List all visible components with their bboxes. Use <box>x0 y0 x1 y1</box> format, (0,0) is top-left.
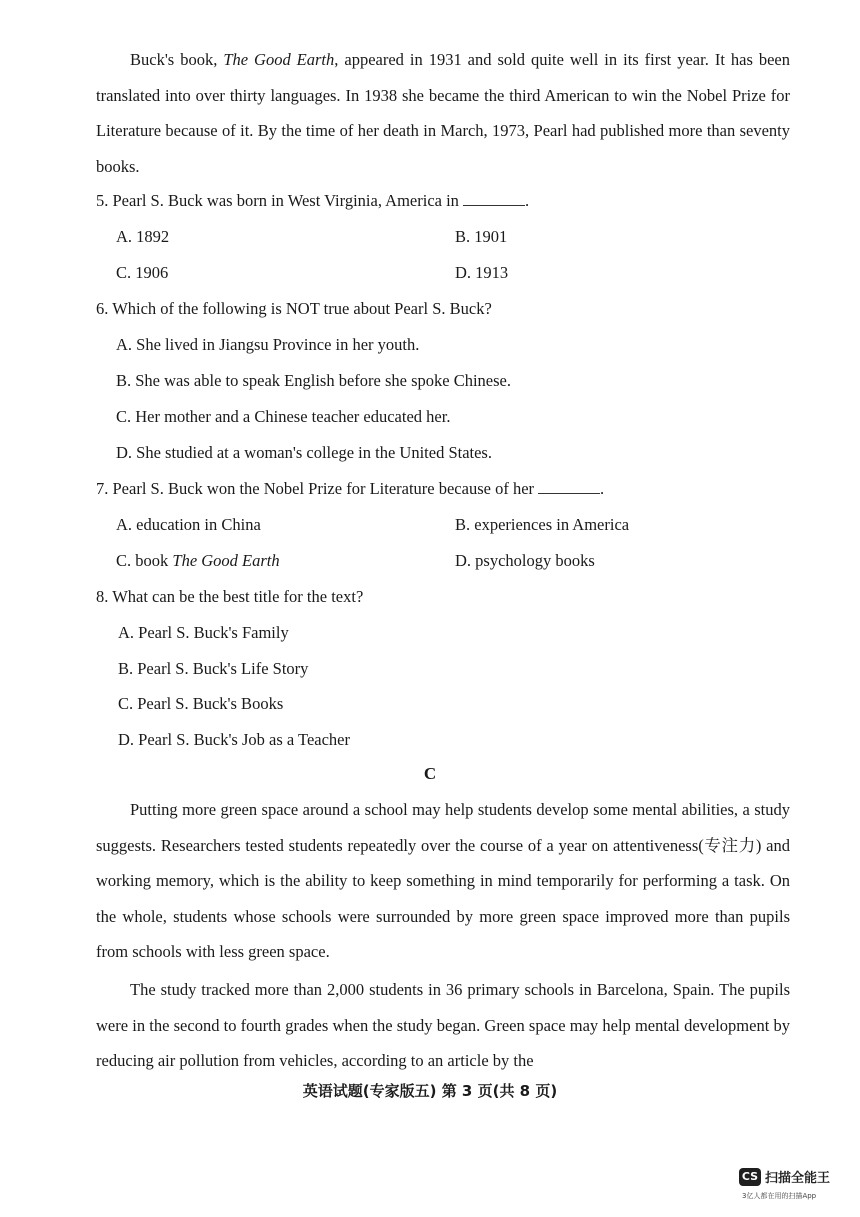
passage-c-paragraph-1: Putting more green space around a school may help students develop some mental abilities, a study suggests. Researchers tested students repeatedly over the course of a year on attentiveness(专注力) and working memory, which is the ability to keep something in mind temporarily for performing a task. On the whole, students whose schools were surrounded by more green space improved more than pupils from schools with less green space. <box>96 800 790 961</box>
answer-blank <box>538 479 600 494</box>
q8-option-d: D. Pearl S. Buck's Job as a Teacher <box>118 730 350 749</box>
camscanner-logo-icon: CS <box>739 1168 761 1186</box>
section-c-heading: C <box>423 764 437 783</box>
q5-option-a: A. 1892 <box>116 227 170 246</box>
q8-option-c: C. Pearl S. Buck's Books <box>118 694 284 713</box>
scanner-app-name: 扫描全能王 <box>765 1171 831 1186</box>
answer-blank <box>463 191 525 206</box>
scanner-tagline: 3亿人都在用的扫描App <box>742 1192 817 1200</box>
question-6-stem: 6. Which of the following is NOT true about Pearl S. Buck? <box>96 299 492 318</box>
q6-option-d: D. She studied at a woman's college in the United States. <box>116 443 492 462</box>
q6-option-a: A. She lived in Jiangsu Province in her youth. <box>116 335 420 354</box>
q6-option-b: B. She was able to speak English before she spoke Chinese. <box>116 371 512 390</box>
q8-option-a: A. Pearl S. Buck's Family <box>118 623 289 642</box>
q7-option-b: B. experiences in America <box>455 515 630 534</box>
book-title: The Good Earth <box>223 50 335 69</box>
q7-option-c: C. book The Good Earth <box>116 551 280 570</box>
passage-c-paragraph-2: The study tracked more than 2,000 students in 36 primary schools in Barcelona, Spain. The pupils were in the second to fourth grades when the study began. Green space may help mental development by reducing air pollution from vehicles, according to an article by the <box>96 980 790 1070</box>
page-footer: 英语试题(专家版五) 第 3 页(共 8 页) <box>302 1082 558 1100</box>
question-8-stem: 8. What can be the best title for the text? <box>96 587 364 606</box>
q6-option-c: C. Her mother and a Chinese teacher educated her. <box>116 407 451 426</box>
q5-option-b: B. 1901 <box>455 227 508 246</box>
question-5-stem: 5. Pearl S. Buck was born in West Virginia, America in . <box>96 191 530 210</box>
q7-option-a: A. education in China <box>116 515 261 534</box>
q7-option-d: D. psychology books <box>455 551 595 570</box>
q5-option-d: D. 1913 <box>455 263 509 282</box>
q8-option-b: B. Pearl S. Buck's Life Story <box>118 659 309 678</box>
q5-option-c: C. 1906 <box>116 263 169 282</box>
passage-b-ending: Buck's book, The Good Earth, appeared in 1931 and sold quite well in its first year. It has been translated into over thirty languages. In 1938 she became the third American to win the Nobel Prize for Literature because of it. By the time of her death in March, 1973, Pearl had published more than seventy books. <box>96 50 790 176</box>
scanner-watermark <box>739 1167 830 1186</box>
question-7-stem: 7. Pearl S. Buck won the Nobel Prize for Literature because of her . <box>96 479 605 498</box>
